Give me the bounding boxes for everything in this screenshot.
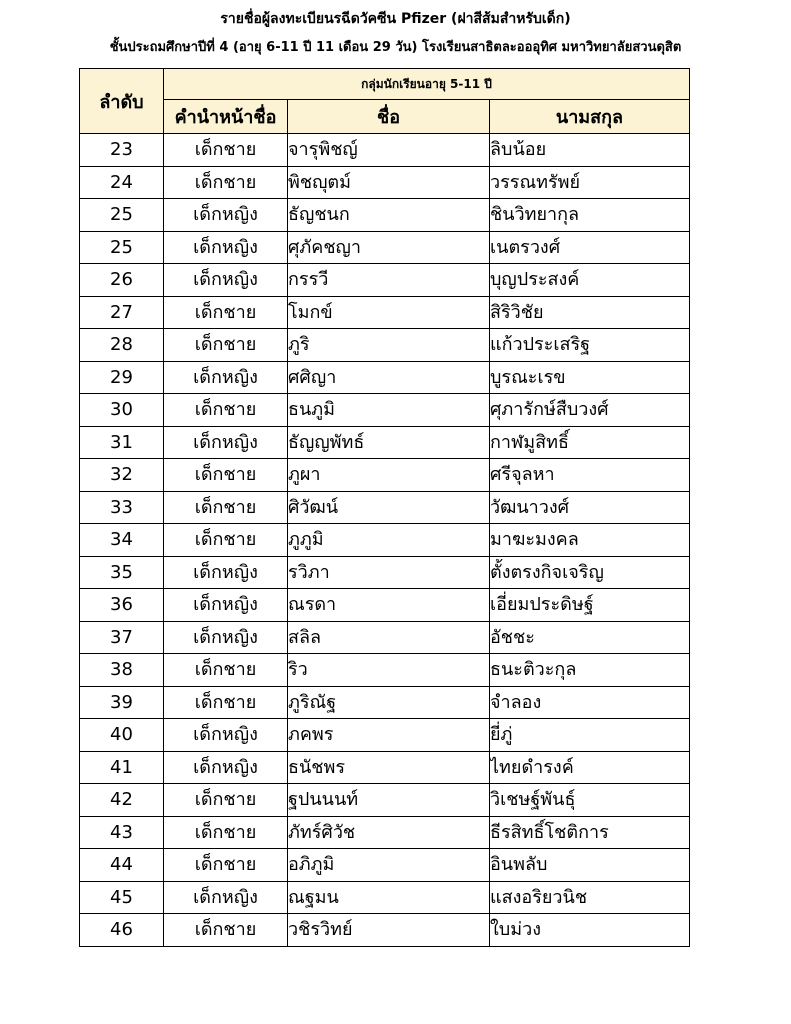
first-name-cell: ธัญชนก [288,199,490,232]
row-number-cell: 36 [80,589,164,622]
group-header: กลุ่มนักเรียนอายุ 5-11 ปี [164,69,690,100]
name-prefix-cell: เด็กชาย [164,686,288,719]
name-prefix-cell: เด็กหญิง [164,556,288,589]
name-prefix-cell: เด็กหญิง [164,264,288,297]
surname-cell: ไทยดำรงค์ [490,751,690,784]
row-number-cell: 41 [80,751,164,784]
row-number-cell: 31 [80,426,164,459]
first-name-cell: ณรดา [288,589,490,622]
row-number-cell: 45 [80,881,164,914]
first-name-cell: พิชญุตม์ [288,166,490,199]
surname-cell: ชินวิทยากุล [490,199,690,232]
table-row [80,166,690,199]
surname-cell: วรรณทรัพย์ [490,166,690,199]
table-row [80,264,690,297]
column-header-number: ลำดับ [80,69,164,134]
table-row [80,231,690,264]
first-name-cell: วชิรวิทย์ [288,914,490,947]
row-number-cell: 44 [80,849,164,882]
table-row [80,361,690,394]
table-row [80,751,690,784]
surname-cell: ศรีจุลหา [490,459,690,492]
table-row [80,849,690,882]
name-prefix-cell: เด็กหญิง [164,719,288,752]
first-name-cell: ธัญญพัทธ์ [288,426,490,459]
surname-cell: บูรณะเรข [490,361,690,394]
surname-cell: บุญประสงค์ [490,264,690,297]
first-name-cell: สลิล [288,621,490,654]
table-row [80,556,690,589]
table-row [80,719,690,752]
name-prefix-cell: เด็กหญิง [164,751,288,784]
column-header-name: ชื่อ [288,100,490,134]
column-header-prefix: คำนำหน้าชื่อ [164,100,288,134]
table-row [80,134,690,167]
row-number-cell: 38 [80,654,164,687]
name-prefix-cell: เด็กหญิง [164,426,288,459]
table-row [80,914,690,947]
surname-cell: ศุภารักษ์สืบวงศ์ [490,394,690,427]
row-number-cell: 25 [80,231,164,264]
surname-cell: ธีรสิทธิ์โชติการ [490,816,690,849]
name-prefix-cell: เด็กชาย [164,524,288,557]
row-number-cell: 27 [80,296,164,329]
name-prefix-cell: เด็กหญิง [164,881,288,914]
surname-cell: วิเชษฐ์พันธุ์ [490,784,690,817]
first-name-cell: ภูภูมิ [288,524,490,557]
surname-cell: สิริวิชัย [490,296,690,329]
surname-cell: เอี่ยมประดิษฐ์ [490,589,690,622]
table-row [80,491,690,524]
row-number-cell: 42 [80,784,164,817]
first-name-cell: ฐปนนนท์ [288,784,490,817]
roster-table [79,68,690,947]
column-header-surname: นามสกุล [490,100,690,134]
row-number-cell: 35 [80,556,164,589]
row-number-cell: 32 [80,459,164,492]
name-prefix-cell: เด็กชาย [164,296,288,329]
surname-cell: แสงอริยวนิช [490,881,690,914]
name-prefix-cell: เด็กชาย [164,914,288,947]
row-number-cell: 34 [80,524,164,557]
table-row [80,784,690,817]
table-row [80,621,690,654]
first-name-cell: ศศิญา [288,361,490,394]
name-prefix-cell: เด็กชาย [164,166,288,199]
surname-cell: เนตรวงศ์ [490,231,690,264]
table-row [80,524,690,557]
table-row [80,459,690,492]
table-row [80,686,690,719]
name-prefix-cell: เด็กชาย [164,784,288,817]
table-row [80,816,690,849]
row-number-cell: 26 [80,264,164,297]
row-number-cell: 30 [80,394,164,427]
row-number-cell: 43 [80,816,164,849]
name-prefix-cell: เด็กชาย [164,394,288,427]
row-number-cell: 25 [80,199,164,232]
table-row [80,426,690,459]
table-header [80,69,690,134]
first-name-cell: อภิภูมิ [288,849,490,882]
first-name-cell: ธนัชพร [288,751,490,784]
table-row [80,296,690,329]
surname-cell: ธนะติวะกุล [490,654,690,687]
table-row [80,881,690,914]
first-name-cell: ศุภัคชญา [288,231,490,264]
table-row [80,589,690,622]
name-prefix-cell: เด็กหญิง [164,621,288,654]
first-name-cell: ภัทร์ศิวัช [288,816,490,849]
surname-cell: มาฆะมงคล [490,524,690,557]
name-prefix-cell: เด็กหญิง [164,199,288,232]
row-number-cell: 46 [80,914,164,947]
surname-cell: ยี่ภู่ [490,719,690,752]
surname-cell: ใบม่วง [490,914,690,947]
row-number-cell: 28 [80,329,164,362]
first-name-cell: โมกข์ [288,296,490,329]
name-prefix-cell: เด็กชาย [164,849,288,882]
row-number-cell: 24 [80,166,164,199]
first-name-cell: กรรวี [288,264,490,297]
row-number-cell: 23 [80,134,164,167]
name-prefix-cell: เด็กชาย [164,816,288,849]
document-subtitle: ชั้นประถมศึกษาปีที่ 4 (อายุ 6-11 ปี 11 เดือน 29 วัน) โรงเรียนสาธิตละอออุทิศ มหาวิทยาลัยสวนดุสิต [109,40,682,55]
name-prefix-cell: เด็กหญิง [164,589,288,622]
row-number-cell: 39 [80,686,164,719]
name-prefix-cell: เด็กชาย [164,329,288,362]
surname-cell: ตั้งตรงกิจเจริญ [490,556,690,589]
table-row [80,329,690,362]
first-name-cell: ภคพร [288,719,490,752]
name-prefix-cell: เด็กหญิง [164,231,288,264]
surname-cell: ลิบน้อย [490,134,690,167]
name-prefix-cell: เด็กหญิง [164,361,288,394]
name-prefix-cell: เด็กชาย [164,654,288,687]
table-body [80,134,690,947]
surname-cell: แก้วประเสริฐ [490,329,690,362]
first-name-cell: ธนภูมิ [288,394,490,427]
first-name-cell: ภูผา [288,459,490,492]
name-prefix-cell: เด็กชาย [164,459,288,492]
row-number-cell: 40 [80,719,164,752]
first-name-cell: รวิภา [288,556,490,589]
surname-cell: อินพลับ [490,849,690,882]
table-row [80,199,690,232]
first-name-cell: ณฐมน [288,881,490,914]
first-name-cell: ภูริ [288,329,490,362]
surname-cell: อัชชะ [490,621,690,654]
name-prefix-cell: เด็กชาย [164,134,288,167]
document-title: รายชื่อผู้ลงทะเบียนรฉีดวัคซีน Pfizer (ฝาสีส้มสำหรับเด็ก) [220,11,571,27]
name-prefix-cell: เด็กชาย [164,491,288,524]
first-name-cell: ศิวัฒน์ [288,491,490,524]
surname-cell: วัฒนาวงศ์ [490,491,690,524]
first-name-cell: จารุพิชญ์ [288,134,490,167]
row-number-cell: 37 [80,621,164,654]
surname-cell: กาฬมูสิทธิ์ [490,426,690,459]
table-row [80,394,690,427]
first-name-cell: ภูริณัฐ [288,686,490,719]
table-row [80,654,690,687]
row-number-cell: 33 [80,491,164,524]
row-number-cell: 29 [80,361,164,394]
first-name-cell: ริว [288,654,490,687]
surname-cell: จำลอง [490,686,690,719]
